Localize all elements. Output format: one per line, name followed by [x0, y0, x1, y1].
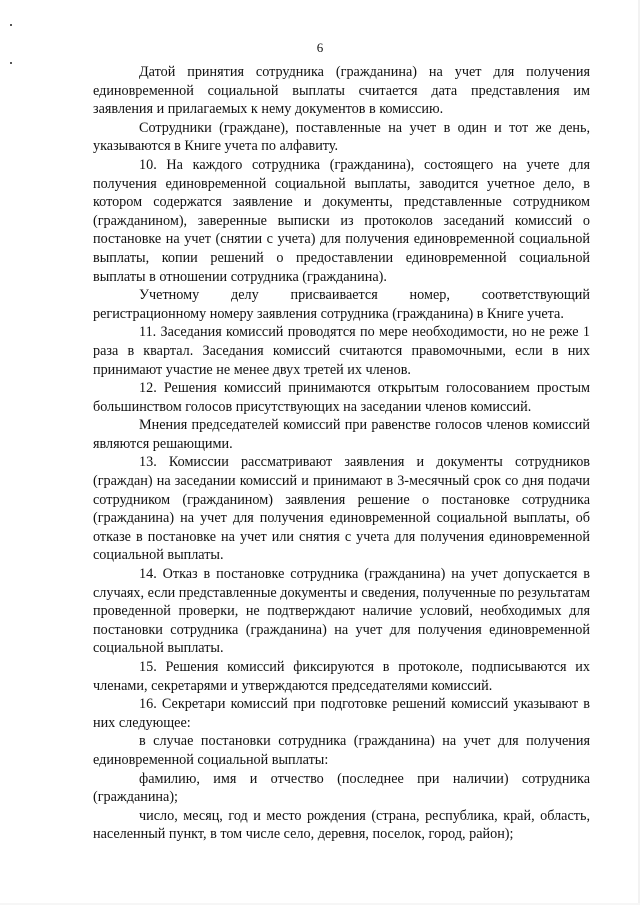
scan-speck	[10, 62, 12, 64]
paragraph: 10. На каждого сотрудника (гражданина), состоящего на учете для получения единовременной социальной выплаты, заводится учетное дело, в котором содержатся заявление и документы, представленные сотрудником (гражданином), заверенные выписки из протоколов заседаний комиссий о постановке на учет (снятии с учета) для получения единовременной социальной выплаты, копии решений о предоставлении единовременной социальной выплаты в отношении сотрудника (гражданина).	[93, 156, 590, 285]
paragraph: Мнения председателей комиссий при равенстве голосов членов комиссий являются решающими.	[93, 417, 590, 452]
paragraph: 16. Секретари комиссий при подготовке решений комиссий указывают в них следующее:	[93, 696, 590, 731]
paragraph: 12. Решения комиссий принимаются открытым голосованием простым большинством голосов присутствующих на заседании членов комиссий.	[93, 380, 590, 415]
paragraph: 15. Решения комиссий фиксируются в протоколе, подписываются их членами, секретарями и утверждаются председателями комиссий.	[93, 659, 590, 694]
paragraph: 11. Заседания комиссий проводятся по мере необходимости, но не реже 1 раза в квартал. Заседания комиссий считаются правомочными, если в них принимают участие не менее двух третей их членов.	[93, 324, 590, 378]
paragraph: в случае постановки сотрудника (гражданина) на учет для получения единовременной социальной выплаты:	[93, 733, 590, 768]
paragraph: Сотрудники (граждане), поставленные на учет в один и тот же день, указываются в Книге учета по алфавиту.	[93, 119, 590, 155]
paragraph: фамилию, имя и отчество (последнее при наличии) сотрудника (гражданина);	[93, 770, 590, 806]
paragraph: Датой принятия сотрудника (гражданина) на учет для получения единовременной социальной выплаты считается дата представления им заявления и прилагаемых к нему документов в комиссию.	[93, 64, 590, 118]
paragraph: число, месяц, год и место рождения (страна, республика, край, область, населенный пункт, в том числе село, деревня, поселок, город, район);	[93, 807, 590, 843]
scan-speck	[10, 24, 12, 26]
document-body	[93, 63, 590, 844]
page-number: 6	[316, 40, 324, 55]
paragraph: Учетному делу присваивается номер, соответствующий регистрационному номеру заявления сотрудника (гражданина) в Книге учета.	[93, 287, 590, 322]
paragraph: 13. Комиссии рассматривают заявления и документы сотрудников (граждан) на заседании комиссий и принимают в 3-месячный срок со дня подачи сотрудником (гражданином) заявления решение о постановке сотрудника (гражданина) на учет для получения единовременной социальной выплаты, об отказе в постановке на учет или снятия с учета для получения единовременной социальной выплаты.	[93, 454, 590, 564]
paragraph: 14. Отказ в постановке сотрудника (гражданина) на учет допускается в случаях, если представленные документы и сведения, полученные по результатам проведенной проверки, не подтверждают наличие условий, необходимых для постановки сотрудника (гражданина) на учет для получения единовременной социальной выплаты.	[93, 566, 590, 657]
